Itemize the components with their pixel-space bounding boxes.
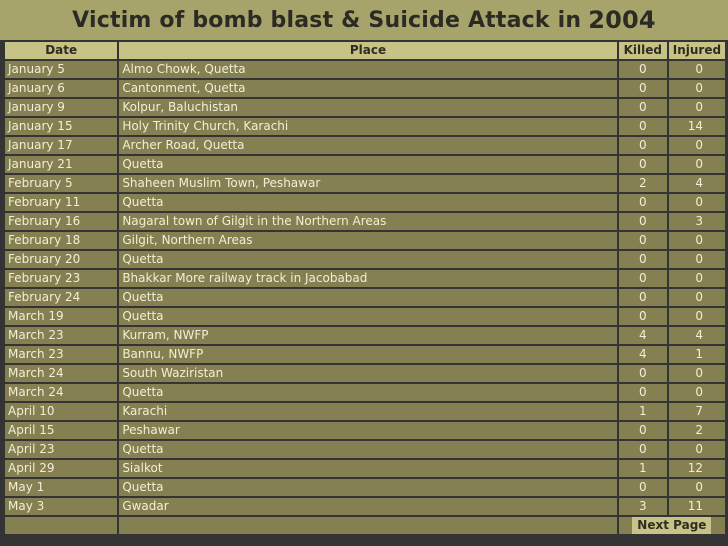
- cell-killed: 4: [619, 346, 667, 363]
- cell-injured: 4: [669, 327, 725, 344]
- cell-killed: 0: [619, 422, 667, 439]
- cell-place: Nagaral town of Gilgit in the Northern Areas: [119, 213, 616, 230]
- cell-date: January 5: [5, 61, 117, 78]
- cell-injured: 0: [669, 232, 725, 249]
- header-killed: Killed: [619, 42, 667, 59]
- table-row: [5, 289, 725, 306]
- cell-place: Bannu, NWFP: [119, 346, 616, 363]
- cell-killed: 3: [619, 498, 667, 515]
- cell-injured: 0: [669, 479, 725, 496]
- cell-place: Peshawar: [119, 422, 616, 439]
- cell-place: Gilgit, Northern Areas: [119, 232, 616, 249]
- header-injured: Injured: [669, 42, 725, 59]
- table-row: [5, 384, 725, 401]
- cell-place: Gwadar: [119, 498, 616, 515]
- cell-place: Quetta: [119, 384, 616, 401]
- cell-injured: 2: [669, 422, 725, 439]
- cell-killed: 0: [619, 213, 667, 230]
- cell-date: February 16: [5, 213, 117, 230]
- cell-killed: 0: [619, 156, 667, 173]
- attacks-table: [3, 40, 727, 536]
- cell-injured: 0: [669, 384, 725, 401]
- table-row: [5, 251, 725, 268]
- cell-date: January 21: [5, 156, 117, 173]
- cell-killed: 0: [619, 99, 667, 116]
- table-row: [5, 346, 725, 363]
- cell-date: January 15: [5, 118, 117, 135]
- cell-killed: 0: [619, 232, 667, 249]
- header-place: Place: [119, 42, 616, 59]
- cell-injured: 0: [669, 308, 725, 325]
- cell-date: May 1: [5, 479, 117, 496]
- cell-killed: 0: [619, 479, 667, 496]
- cell-place: Shaheen Muslim Town, Peshawar: [119, 175, 616, 192]
- table-body: [5, 61, 725, 515]
- footer-row: [5, 517, 725, 534]
- cell-date: February 5: [5, 175, 117, 192]
- cell-injured: 0: [669, 156, 725, 173]
- cell-injured: 0: [669, 251, 725, 268]
- cell-date: February 23: [5, 270, 117, 287]
- cell-injured: 14: [669, 118, 725, 135]
- cell-injured: 0: [669, 365, 725, 382]
- cell-date: February 18: [5, 232, 117, 249]
- cell-injured: 0: [669, 137, 725, 154]
- table-row: [5, 118, 725, 135]
- table-row: [5, 61, 725, 78]
- table-row: [5, 156, 725, 173]
- cell-place: Almo Chowk, Quetta: [119, 61, 616, 78]
- title-year: 2004: [588, 6, 656, 34]
- table-row: [5, 80, 725, 97]
- cell-killed: 0: [619, 441, 667, 458]
- title-text: Victim of bomb blast & Suicide Attack in: [72, 7, 582, 33]
- cell-date: March 23: [5, 346, 117, 363]
- cell-place: Quetta: [119, 479, 616, 496]
- footer-empty-place: [119, 517, 616, 534]
- cell-killed: 0: [619, 308, 667, 325]
- cell-killed: 0: [619, 80, 667, 97]
- cell-date: February 24: [5, 289, 117, 306]
- cell-place: Bhakkar More railway track in Jacobabad: [119, 270, 616, 287]
- cell-injured: 0: [669, 80, 725, 97]
- cell-date: January 6: [5, 80, 117, 97]
- cell-date: February 20: [5, 251, 117, 268]
- cell-killed: 0: [619, 251, 667, 268]
- cell-place: Quetta: [119, 308, 616, 325]
- cell-place: Kurram, NWFP: [119, 327, 616, 344]
- cell-injured: 0: [669, 61, 725, 78]
- cell-killed: 0: [619, 61, 667, 78]
- cell-date: April 10: [5, 403, 117, 420]
- cell-killed: 0: [619, 289, 667, 306]
- cell-date: April 29: [5, 460, 117, 477]
- table-row: [5, 270, 725, 287]
- table-row: [5, 99, 725, 116]
- cell-date: March 24: [5, 384, 117, 401]
- cell-date: April 23: [5, 441, 117, 458]
- cell-injured: 4: [669, 175, 725, 192]
- table-row: [5, 365, 725, 382]
- table-row: [5, 194, 725, 211]
- footer-empty-date: [5, 517, 117, 534]
- table-row: [5, 403, 725, 420]
- cell-place: Kolpur, Baluchistan: [119, 99, 616, 116]
- cell-killed: 0: [619, 365, 667, 382]
- cell-place: Quetta: [119, 289, 616, 306]
- cell-injured: 11: [669, 498, 725, 515]
- cell-injured: 7: [669, 403, 725, 420]
- cell-date: May 3: [5, 498, 117, 515]
- cell-place: Archer Road, Quetta: [119, 137, 616, 154]
- cell-date: March 24: [5, 365, 117, 382]
- cell-date: March 23: [5, 327, 117, 344]
- cell-place: Quetta: [119, 441, 616, 458]
- slide-title: [0, 0, 728, 40]
- cell-place: Holy Trinity Church, Karachi: [119, 118, 616, 135]
- cell-injured: 0: [669, 289, 725, 306]
- cell-place: Quetta: [119, 194, 616, 211]
- cell-injured: 3: [669, 213, 725, 230]
- cell-injured: 12: [669, 460, 725, 477]
- cell-killed: 1: [619, 403, 667, 420]
- cell-date: January 17: [5, 137, 117, 154]
- cell-place: Karachi: [119, 403, 616, 420]
- table-row: [5, 232, 725, 249]
- cell-killed: 4: [619, 327, 667, 344]
- cell-injured: 0: [669, 441, 725, 458]
- next-page-link[interactable]: Next Page: [632, 517, 711, 534]
- table-row: [5, 498, 725, 515]
- cell-date: April 15: [5, 422, 117, 439]
- cell-injured: 0: [669, 194, 725, 211]
- cell-place: Sialkot: [119, 460, 616, 477]
- cell-injured: 0: [669, 99, 725, 116]
- table-row: [5, 479, 725, 496]
- cell-injured: 0: [669, 270, 725, 287]
- table-row: [5, 308, 725, 325]
- table-row: [5, 422, 725, 439]
- cell-place: Cantonment, Quetta: [119, 80, 616, 97]
- footer-next-cell: [619, 517, 725, 534]
- cell-killed: 0: [619, 384, 667, 401]
- table-row: [5, 175, 725, 192]
- cell-killed: 0: [619, 118, 667, 135]
- cell-killed: 0: [619, 270, 667, 287]
- cell-killed: 0: [619, 137, 667, 154]
- table-row: [5, 441, 725, 458]
- cell-date: February 11: [5, 194, 117, 211]
- table-row: [5, 137, 725, 154]
- cell-date: March 19: [5, 308, 117, 325]
- table-row: [5, 460, 725, 477]
- cell-injured: 1: [669, 346, 725, 363]
- table-row: [5, 327, 725, 344]
- cell-place: South Waziristan: [119, 365, 616, 382]
- header-date: Date: [5, 42, 117, 59]
- cell-place: Quetta: [119, 156, 616, 173]
- cell-date: January 9: [5, 99, 117, 116]
- cell-killed: 0: [619, 194, 667, 211]
- cell-killed: 2: [619, 175, 667, 192]
- table-header-row: [5, 42, 725, 59]
- cell-place: Quetta: [119, 251, 616, 268]
- cell-killed: 1: [619, 460, 667, 477]
- table-row: [5, 213, 725, 230]
